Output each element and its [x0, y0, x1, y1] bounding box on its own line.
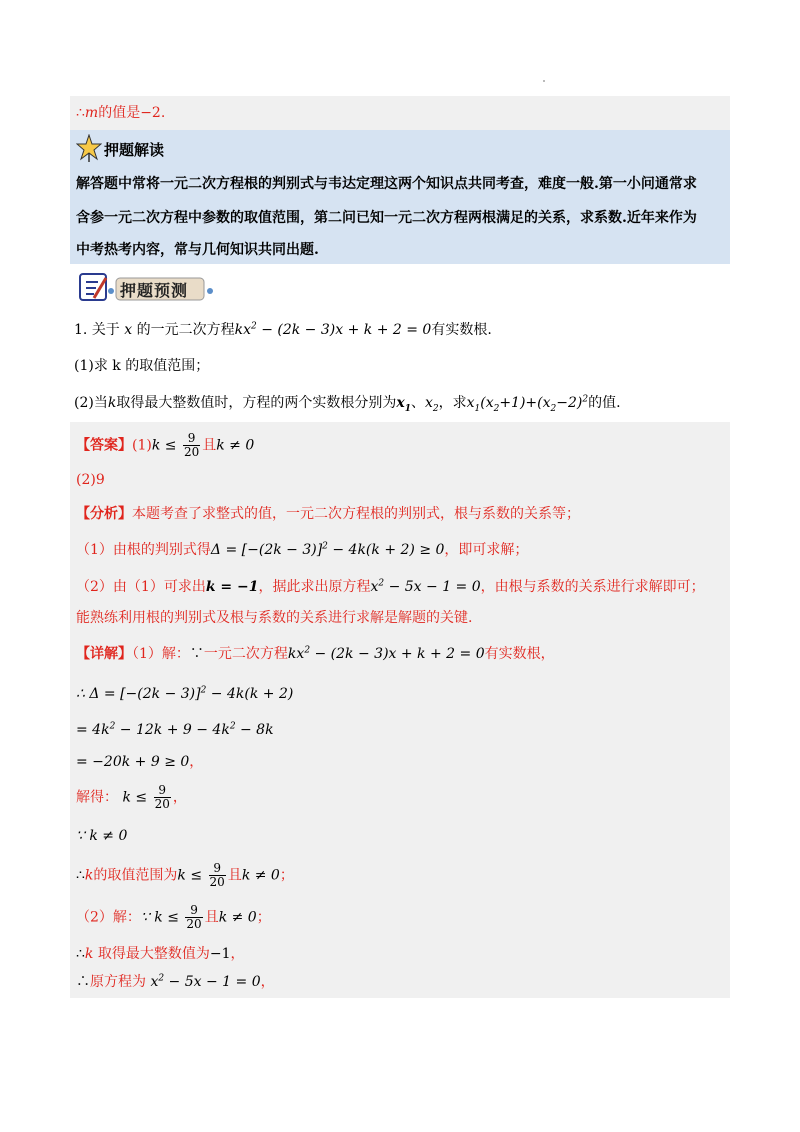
- orig-label: 原方程为: [90, 974, 146, 990]
- solve-ineq: k ≤: [118, 789, 152, 806]
- because-symbol: ∵: [189, 646, 204, 662]
- detail-p1a: （1）解：: [132, 646, 190, 662]
- detail-tag: 【详解】: [76, 646, 132, 662]
- analysis-line-1: [76, 504, 580, 524]
- question-intro: 关于: [91, 322, 120, 338]
- prediction-badge-text: 押题预测: [120, 281, 189, 300]
- var-x1: $x_1$: [396, 395, 411, 414]
- s2-a: （2）由（1）可求出: [76, 579, 206, 595]
- fraction-9-20: $\frac{9}{20}$: [183, 431, 200, 459]
- question-intro2: 的一元二次方程: [136, 322, 235, 338]
- answer-tag: 【答案】: [76, 437, 132, 454]
- analysis-step-3: 能熟练利用根的判别式及根与系数的关系进行求解是解题的关键.: [76, 610, 473, 626]
- s1-a: （1）由根的判别式得: [76, 542, 211, 558]
- analysis-step-1: [76, 540, 528, 560]
- s2-c: ，由根与系数的关系进行求解即可；: [480, 579, 705, 595]
- p2-and: 且: [204, 909, 219, 926]
- page-dot: [543, 80, 545, 82]
- therefore-symbol: ∴: [76, 105, 85, 121]
- part2-a: (2)当: [74, 395, 108, 411]
- detail-max: ∴k 取得最大整数值为−1，: [76, 946, 245, 962]
- part2-c: 、: [410, 395, 425, 411]
- question-intro3: 有实数根.: [431, 322, 492, 338]
- detail-simplify: = −20k + 9 ≥ 0，: [76, 754, 204, 770]
- detail-line-1: [76, 644, 555, 664]
- previous-answer-block: [70, 96, 730, 130]
- answer-ineq: k ≤: [151, 437, 181, 454]
- solution-block: [70, 422, 730, 998]
- answer-p1: (1): [132, 437, 152, 454]
- question-part-2: [74, 393, 621, 413]
- var-x: x: [124, 322, 133, 338]
- answer-k-neq: k ≠ 0: [216, 437, 255, 454]
- detail-part2: （2）解：∵ k ≤ $\frac{9}{20}$ 且k ≠ 0；: [76, 903, 271, 931]
- analysis-step-2: [76, 577, 705, 597]
- fraction-9-20-b: $\frac{9}{20}$: [154, 783, 170, 811]
- answer-and: 且: [202, 437, 217, 454]
- answer-line-1: [76, 432, 254, 459]
- detail-delta: ∴ $\Delta = [-(2k - 3)]^2 - 4k(k + 2)$: [76, 685, 294, 702]
- range-and: 且: [227, 867, 242, 884]
- orig-eq: $x^2 - 5x - 1 = 0$: [370, 578, 481, 595]
- detail-orig: ∴原方程为 $x^2 - 5x - 1 = 0$，: [76, 973, 275, 990]
- part2-e: 的值.: [588, 395, 621, 411]
- detail-range: ∴k的取值范围为k ≤ $\frac{9}{20}$ 且k ≠ 0；: [76, 861, 294, 889]
- range-label: 的取值范围为: [93, 867, 178, 884]
- question-number: 1.: [74, 322, 88, 338]
- k-eq: k = −1: [205, 579, 259, 595]
- p2-label: （2）解：: [76, 909, 141, 926]
- conclusion-text: 的值是: [98, 105, 141, 121]
- conclusion-end: .: [160, 105, 166, 121]
- max-label: 取得最大整数值为: [97, 946, 210, 962]
- detail-k-neq: ∵ k ≠ 0: [76, 828, 128, 844]
- s2-b: ，据此求出原方程: [258, 579, 371, 595]
- discriminant: $\Delta = [-(2k - 3)]^2 - 4k(k + 2) \ge 0$: [210, 541, 445, 558]
- target-expression: $x_1(x_2+1)+(x_2-2)^2$: [466, 394, 589, 414]
- var-x2: $x_2$: [424, 395, 439, 414]
- conclusion-value: −2: [140, 105, 161, 121]
- var-m: m: [84, 105, 99, 121]
- detail-solve: 解得： k ≤ $\frac{9}{20}$ ，: [76, 783, 187, 811]
- question-part-1: (1)求 k 的取值范围；: [74, 358, 210, 374]
- analysis-tag: 【分析】: [76, 506, 132, 522]
- fraction-9-20-d: $\frac{9}{20}$: [186, 903, 202, 931]
- fraction-9-20-c: $\frac{9}{20}$: [209, 861, 225, 889]
- detail-eq: $kx^2 - (2k - 3)x + k + 2 = 0$: [287, 645, 485, 662]
- explanation-line-1: 解答题中常将一元二次方程根的判别式与韦达定理这两个知识点共同考查，难度一般.第一小问通常求: [76, 176, 697, 192]
- s1-b: ，即可求解；: [444, 542, 529, 558]
- explanation-block: [70, 130, 730, 264]
- explanation-heading: 押题解读: [104, 141, 165, 159]
- conclusion-line: [76, 103, 165, 123]
- solve-label: 解得：: [76, 789, 118, 806]
- answer-line-2: (2)9: [76, 472, 105, 488]
- detail-expand: = $4k^2 - 12k + 9 - 4k^2 - 8k$: [76, 721, 274, 738]
- detail-p1c: 有实数根，: [484, 646, 555, 662]
- part2-d: ，求: [438, 395, 467, 411]
- equation: $kx^2 - (2k - 3)x + k + 2 = 0$: [234, 321, 432, 338]
- detail-p1b: 一元二次方程: [203, 646, 288, 662]
- var-k: k: [107, 395, 117, 411]
- explanation-line-2: 含参一元二次方程中参数的取值范围，第二问已知一元二次方程两根满足的关系，求系数.近年来作为: [76, 210, 697, 226]
- question-line-1: [74, 320, 492, 340]
- part2-b: 取得最大整数值时，方程的两个实数根分别为: [116, 395, 397, 411]
- explanation-line-3: 中考热考内容，常与几何知识共同出题.: [76, 242, 319, 258]
- analysis-text: 本题考查了求整式的值，一元二次方程根的判别式，根与系数的关系等；: [132, 506, 580, 522]
- star-icon: [76, 134, 102, 162]
